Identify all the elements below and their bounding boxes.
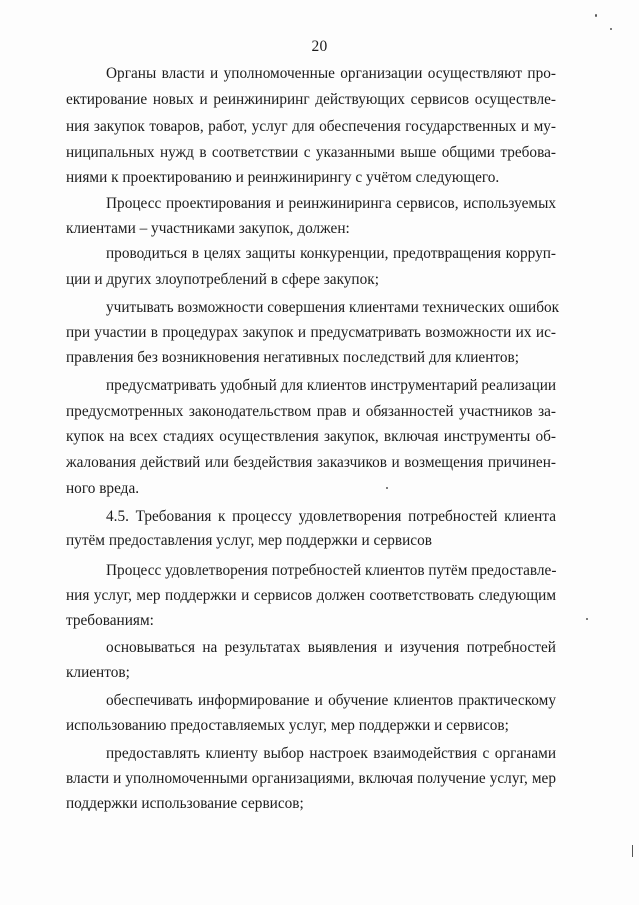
text-line: власти и уполномоченными организациями, включая получение услуг, мер xyxy=(66,770,556,787)
section-heading: 4.5. Требования к процессу удовлетворения потребностей клиента xyxy=(106,508,556,525)
text-line: при участии в процедурах закупок и предусматривать возможности их ис- xyxy=(66,324,556,341)
scan-speck xyxy=(386,487,388,489)
text-line: проводиться в целях защиты конкуренции, предотвращения корруп- xyxy=(106,245,556,262)
text-line: клиентами – участниками закупок, должен: xyxy=(66,220,350,237)
text-line: правления без возникновения негативных последствий для клиентов; xyxy=(66,349,520,366)
text-line: предусмотренных законодательством прав и обязанностей участников за- xyxy=(66,403,556,420)
text-line: учитывать возможности совершения клиентами технических ошибок xyxy=(106,299,560,316)
text-line: ектирование новых и реинжиниринг действующих сервисов осуществле- xyxy=(66,91,556,108)
text-line: ниями к проектированию и реинжинирингу с учётом следующего. xyxy=(66,169,500,186)
text-line: Процесс удовлетворения потребностей клиентов путём предоставле- xyxy=(106,562,557,579)
text-line: поддержки использование сервисов; xyxy=(66,795,304,812)
scan-speck xyxy=(595,14,597,17)
text-line: жалования действий или бездействия заказчиков и возмещения причинен- xyxy=(66,454,556,471)
text-line: предусматривать удобный для клиентов инструментарий реализации xyxy=(106,377,557,394)
page-number: 20 xyxy=(311,38,328,55)
scan-speck xyxy=(632,845,633,857)
text-line: ции и других злоупотреблений в сфере закупок; xyxy=(66,271,379,288)
text-line: купок на всех стадиях осуществления закупок, включая инструменты об- xyxy=(66,428,556,445)
text-line: ного вреда. xyxy=(66,480,140,497)
text-line: клиентов; xyxy=(66,664,130,681)
section-heading: путём предоставления услуг, мер поддержки и сервисов xyxy=(66,532,432,549)
text-line: ния услуг, мер поддержки и сервисов должен соответствовать следующим xyxy=(66,587,556,604)
text-line: Органы власти и уполномоченные организации осуществляют про- xyxy=(106,65,556,82)
text-line: требованиям: xyxy=(66,612,154,629)
text-line: ниципальных нужд в соответствии с указанными выше общими требова- xyxy=(66,144,556,161)
scan-speck xyxy=(586,618,588,620)
text-line: обеспечивать информирование и обучение клиентов практическому xyxy=(106,692,556,709)
text-line: ния закупок товаров, работ, услуг для обеспечения государственных и му- xyxy=(66,118,556,135)
text-line: предоставлять клиенту выбор настроек взаимодействия с органами xyxy=(106,745,556,762)
text-line: Процесс проектирования и реинжиниринга сервисов, используемых xyxy=(106,195,556,212)
text-line: основываться на результатах выявления и изучения потребностей xyxy=(106,639,556,656)
scan-speck xyxy=(610,28,612,30)
text-line: использованию предоставляемых услуг, мер поддержки и сервисов; xyxy=(66,717,509,734)
